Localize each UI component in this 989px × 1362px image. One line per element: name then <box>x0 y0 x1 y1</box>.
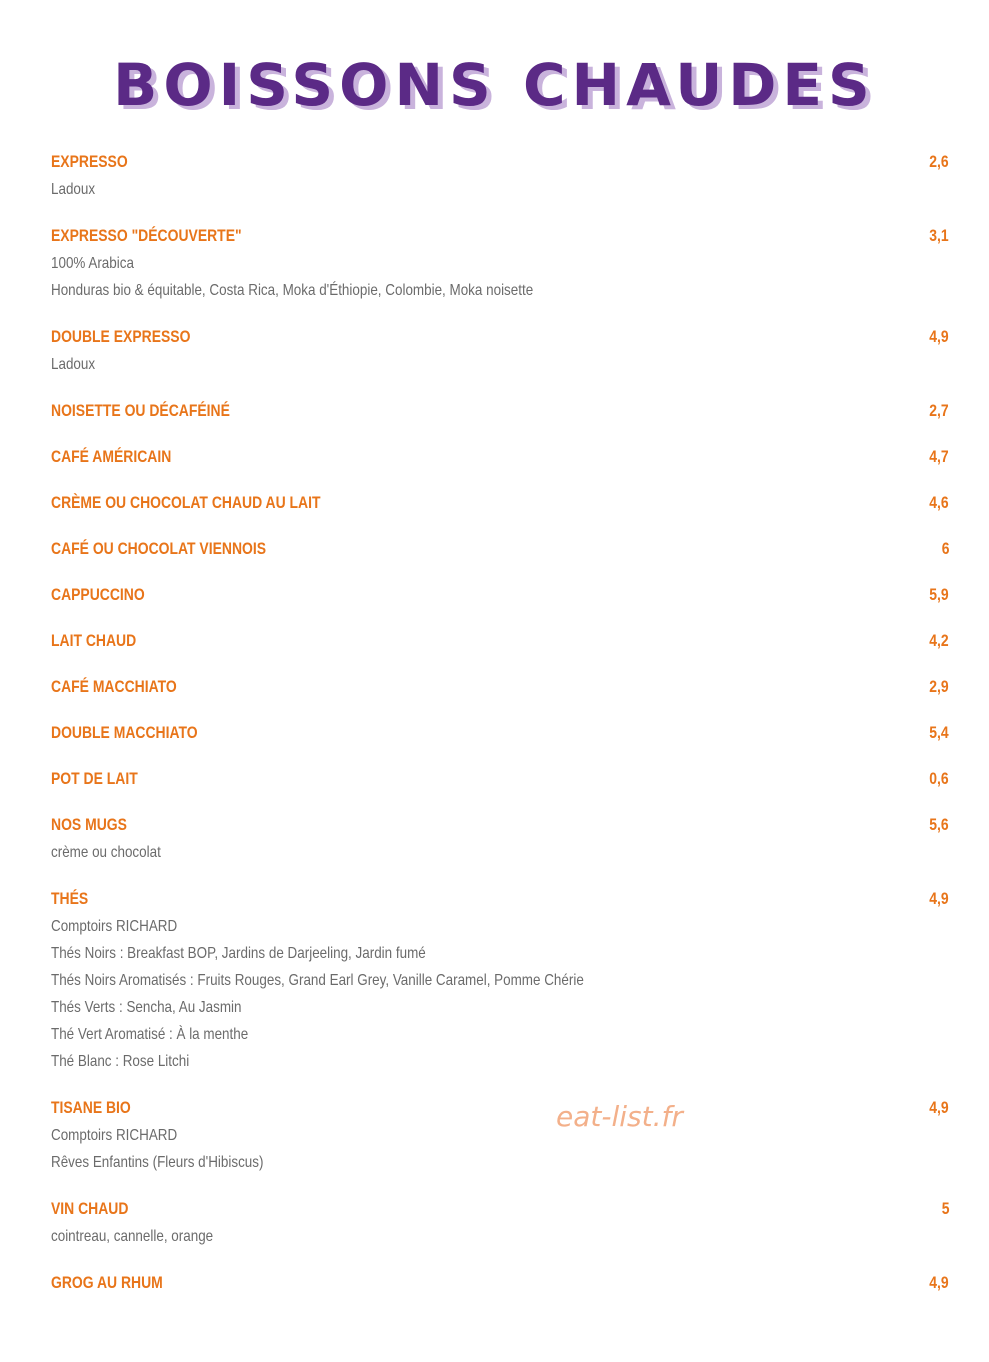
menu-item-description: Comptoirs RICHARD <box>51 918 178 935</box>
menu-item-name: CAFÉ OU CHOCOLAT VIENNOIS <box>51 539 267 558</box>
menu-item <box>51 765 949 793</box>
menu-item-description: Thés Noirs : Breakfast BOP, Jardins de Darjeeling, Jardin fumé <box>51 945 426 962</box>
menu-item <box>51 885 949 1075</box>
menu-item <box>51 1094 949 1176</box>
menu-item-price: 4,7 <box>929 447 949 466</box>
menu-item-header <box>51 811 949 839</box>
menu-item <box>51 627 949 655</box>
menu-item-description: 100% Arabica <box>51 255 134 272</box>
menu-item-price: 6 <box>941 539 949 558</box>
menu-item-price: 2,6 <box>929 152 949 171</box>
menu-item-description: Thés Noirs Aromatisés : Fruits Rouges, Grand Earl Grey, Vanille Caramel, Pomme Chérie <box>51 972 584 989</box>
menu-item-header <box>51 1195 949 1223</box>
menu-item-name: EXPRESSO "DÉCOUVERTE" <box>51 226 242 245</box>
menu-item-header <box>51 323 949 351</box>
menu-item <box>51 489 949 517</box>
menu-item-price: 4,6 <box>929 493 949 512</box>
menu-item <box>51 397 949 425</box>
menu-item-name: CRÈME OU CHOCOLAT CHAUD AU LAIT <box>51 493 321 512</box>
menu-item-header <box>51 581 949 609</box>
menu-item <box>51 811 949 866</box>
menu-item-description: crème ou chocolat <box>51 844 161 861</box>
menu-item-header <box>51 1269 949 1297</box>
menu-item <box>51 535 949 563</box>
menu-item-name: NOS MUGS <box>51 815 127 834</box>
menu-item-header <box>51 719 949 747</box>
menu-item-price: 5 <box>941 1199 949 1218</box>
menu-item <box>51 1195 949 1250</box>
menu-item-description: Ladoux <box>51 181 96 198</box>
drinks-menu <box>51 148 949 1315</box>
menu-item-name: LAIT CHAUD <box>51 631 137 650</box>
menu-item-description: Ladoux <box>51 356 96 373</box>
menu-item-price: 4,9 <box>929 327 949 346</box>
menu-item-price: 4,9 <box>929 1098 949 1117</box>
menu-item-name: VIN CHAUD <box>51 1199 129 1218</box>
menu-item-price: 5,6 <box>929 815 949 834</box>
menu-item-name: TISANE BIO <box>51 1098 131 1117</box>
menu-item-description: Comptoirs RICHARD <box>51 1127 178 1144</box>
menu-item-header <box>51 627 949 655</box>
menu-item-price: 2,7 <box>929 401 949 420</box>
menu-item-name: GROG AU RHUM <box>51 1273 163 1292</box>
menu-item <box>51 323 949 378</box>
menu-item-header <box>51 148 949 176</box>
menu-item-name: DOUBLE MACCHIATO <box>51 723 198 742</box>
menu-item-name: NOISETTE OU DÉCAFÉINÉ <box>51 401 230 420</box>
menu-item-name: CAFÉ MACCHIATO <box>51 677 177 696</box>
menu-item <box>51 673 949 701</box>
menu-item-header <box>51 765 949 793</box>
menu-item-description: Rêves Enfantins (Fleurs d'Hibiscus) <box>51 1154 264 1171</box>
menu-item-header <box>51 535 949 563</box>
menu-item-price: 2,9 <box>929 677 949 696</box>
menu-item-name: CAFÉ AMÉRICAIN <box>51 447 172 466</box>
menu-item-header <box>51 1094 949 1122</box>
menu-item-header <box>51 443 949 471</box>
menu-item-name: CAPPUCCINO <box>51 585 145 604</box>
menu-item-name: DOUBLE EXPRESSO <box>51 327 191 346</box>
menu-item-price: 5,4 <box>929 723 949 742</box>
page-title: BOISSONS CHAUDES <box>113 51 876 119</box>
menu-item-price: 4,2 <box>929 631 949 650</box>
menu-item-header <box>51 222 949 250</box>
watermark: eat-list.fr <box>556 1100 683 1133</box>
menu-item-price: 3,1 <box>929 226 949 245</box>
menu-item-price: 4,9 <box>929 889 949 908</box>
menu-item-description: cointreau, cannelle, orange <box>51 1228 214 1245</box>
menu-item <box>51 719 949 747</box>
menu-item-price: 0,6 <box>929 769 949 788</box>
menu-item <box>51 1269 949 1297</box>
menu-item-description: Thés Verts : Sencha, Au Jasmin <box>51 999 242 1016</box>
menu-item-header <box>51 885 949 913</box>
menu-item-header <box>51 489 949 517</box>
menu-item-name: THÉS <box>51 889 89 908</box>
menu-item <box>51 148 949 203</box>
menu-item-name: EXPRESSO <box>51 152 128 171</box>
menu-item-name: POT DE LAIT <box>51 769 138 788</box>
menu-item <box>51 581 949 609</box>
menu-item-header <box>51 673 949 701</box>
menu-item-header <box>51 397 949 425</box>
menu-item-description: Thé Blanc : Rose Litchi <box>51 1053 190 1070</box>
menu-item-description: Honduras bio & équitable, Costa Rica, Moka d'Éthiopie, Colombie, Moka noisette <box>51 282 534 299</box>
menu-item-description: Thé Vert Aromatisé : À la menthe <box>51 1026 249 1043</box>
menu-item <box>51 443 949 471</box>
menu-item <box>51 222 949 304</box>
menu-item-price: 4,9 <box>929 1273 949 1292</box>
menu-item-price: 5,9 <box>929 585 949 604</box>
